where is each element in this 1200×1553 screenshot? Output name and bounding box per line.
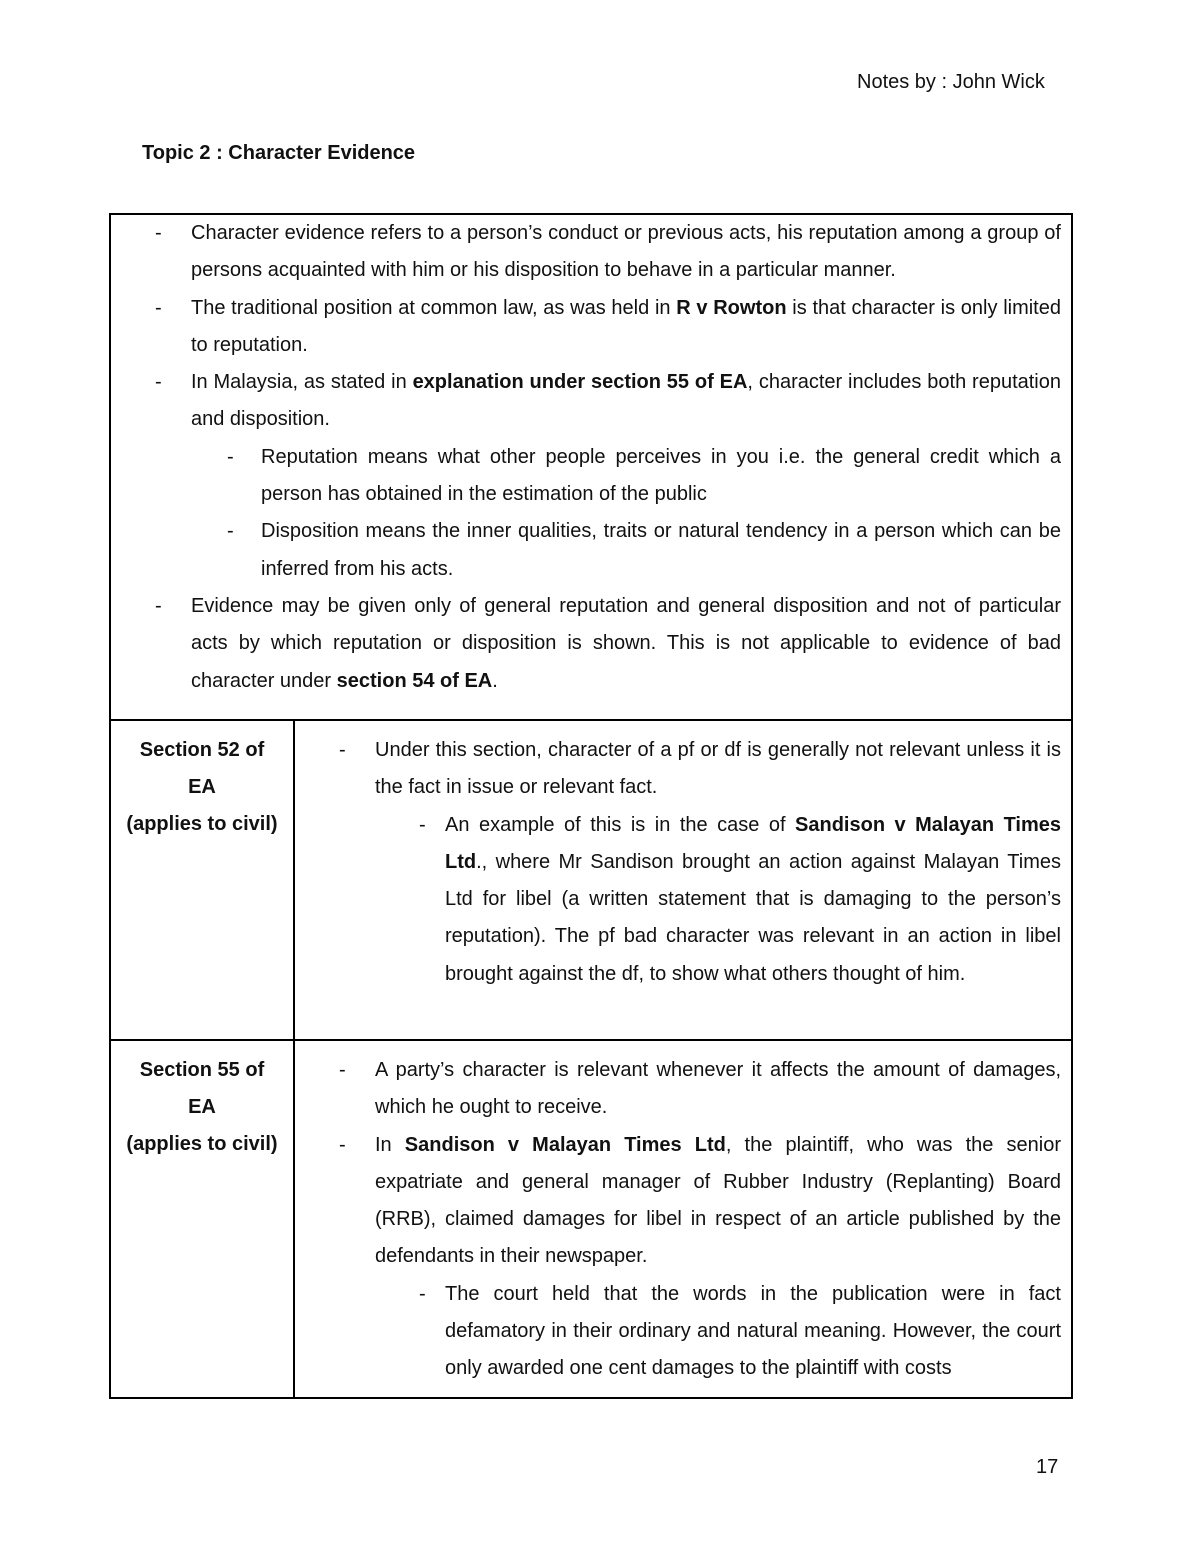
- section-52-list: [295, 721, 1071, 993]
- case-name: Sandison v Malayan Times Ltd: [404, 1133, 726, 1156]
- page-title: Topic 2 : Character Evidence: [142, 142, 416, 164]
- sub-list-item: - An example of this is in the case of Sandison v Malayan Times Ltd., where Mr Sandison brought an action against Malayan Times Ltd for libel (a written statement that is damaging to the person’s reputation). The pf bad character was relevant in an action in libel brought against the df, to show what others thought of him.: [375, 807, 1061, 993]
- section-55-list: [295, 1041, 1071, 1388]
- statute-reference: section 54 of EA: [336, 669, 493, 692]
- intro-list: [111, 215, 1071, 700]
- list-item: - In Malaysia, as stated in explanation under section 55 of EA, character includes both reputation and disposition. - Reputation means what other people perceives in you i.e. the general credit which a person has obtained in the estimation of the public - Disposition means the inner qualities, traits or natural tendency in a person which can be inferred from his acts.: [111, 364, 1071, 588]
- case-name: Sandison v Malayan Times Ltd: [445, 813, 1062, 873]
- case-name: R v Rowton: [676, 296, 787, 319]
- sub-list-item: - Reputation means what other people perceives in you i.e. the general credit which a person has obtained in the estimation of the public: [191, 439, 1061, 514]
- list-item: - Under this section, character of a pf or df is generally not relevant unless it is the fact in issue or relevant fact. - An example of this is in the case of Sandison v Malayan Times Ltd., where Mr Sandison brought an action against Malayan Times Ltd for libel (a written statement that is damaging to the person’s reputation). The pf bad character was relevant in an action in libel brought against the df, to show what others thought of him.: [295, 732, 1071, 993]
- section-52-row: [111, 721, 1071, 1041]
- sub-list-item: - The court held that the words in the publication were in fact defamatory in their ordinary and natural meaning. However, the court only awarded one cent damages to the plaintiff with costs: [375, 1276, 1061, 1388]
- notes-table: [109, 213, 1073, 1399]
- list-item: - In Sandison v Malayan Times Ltd, the plaintiff, who was the senior expatriate and general manager of Rubber Industry (Replanting) Board (RRB), claimed damages for libel in respect of an article published by the defendants in their newspaper. - The court held that the words in the publication were in fact defamatory in their ordinary and natural meaning. However, the court only awarded one cent damages to the plaintiff with costs: [295, 1127, 1071, 1388]
- intro-cell: [111, 215, 1071, 721]
- section-52-content: [295, 721, 1071, 1039]
- section-55-label: Section 55 of EA (applies to civil): [111, 1041, 295, 1397]
- sub-list: [191, 439, 1061, 588]
- sub-list-item: - Disposition means the inner qualities, traits or natural tendency in a person which can be inferred from his acts.: [191, 513, 1061, 588]
- list-item: - A party’s character is relevant whenever it affects the amount of damages, which he ought to receive.: [295, 1052, 1071, 1127]
- sub-list: [375, 807, 1061, 993]
- section-55-content: [295, 1041, 1071, 1397]
- list-item: - Character evidence refers to a person’s conduct or previous acts, his reputation among a group of persons acquainted with him or his disposition to behave in a particular manner.: [111, 215, 1071, 290]
- section-52-label: Section 52 of EA (applies to civil): [111, 721, 295, 1039]
- list-item: - Evidence may be given only of general reputation and general disposition and not of particular acts by which reputation or disposition is shown. This is not applicable to evidence of bad character under section 54 of EA.: [111, 588, 1071, 700]
- page-number: 17: [1036, 1456, 1059, 1478]
- author-note: Notes by : John Wick: [857, 71, 1045, 93]
- statute-reference: explanation under section 55 of EA: [412, 371, 748, 394]
- section-55-row: [111, 1041, 1071, 1397]
- list-item: - The traditional position at common law, as was held in R v Rowton is that character is only limited to reputation.: [111, 290, 1071, 365]
- sub-list: [375, 1276, 1061, 1388]
